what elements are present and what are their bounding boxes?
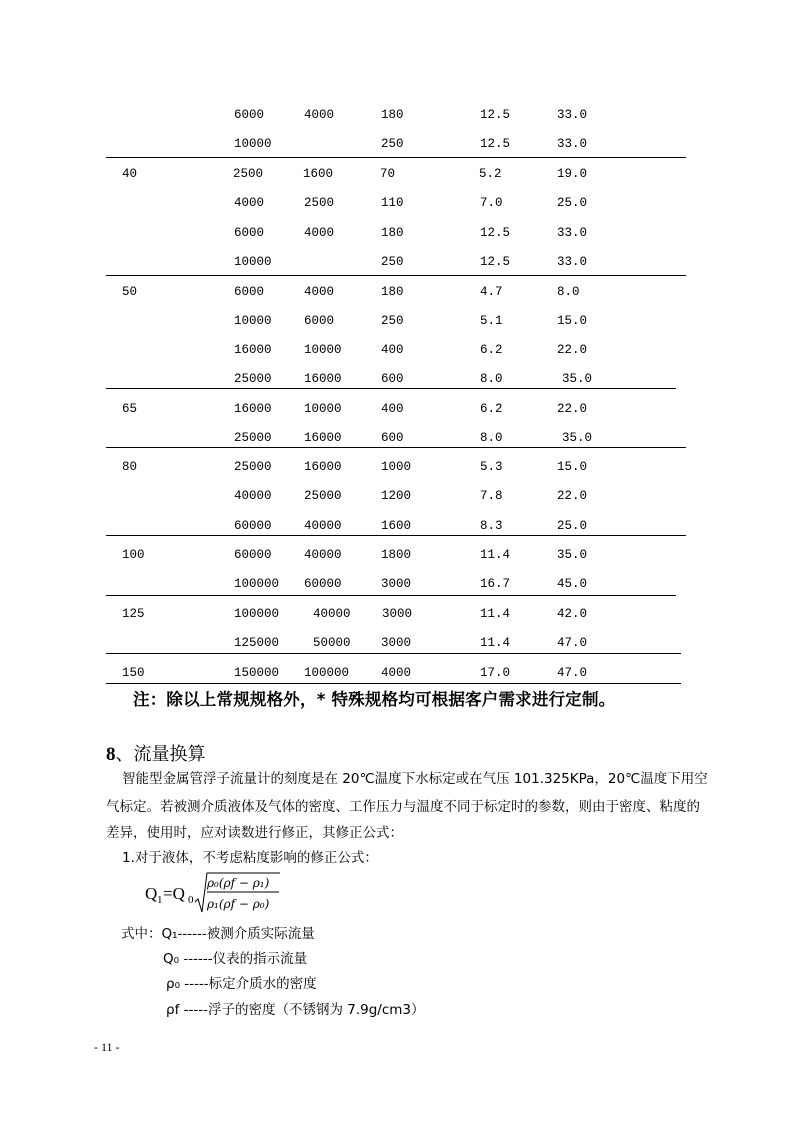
table-cell-size: 80: [122, 460, 138, 474]
table-cell-size: 125: [122, 607, 145, 621]
table-cell: 16000: [304, 372, 342, 386]
table-cell: 4000: [234, 196, 265, 210]
table-cell-size: 50: [122, 285, 138, 299]
table-cell: 10000: [304, 402, 342, 416]
table-rule: [106, 157, 686, 158]
definition-rhof: [166, 998, 425, 1018]
section-number: 8: [106, 744, 116, 765]
table-cell: 400: [381, 402, 404, 416]
table-cell: 600: [381, 431, 404, 445]
table-cell: 110: [381, 196, 404, 210]
table-cell: 180: [381, 285, 404, 299]
table-cell: 1200: [381, 489, 412, 503]
table-cell: 40000: [304, 548, 342, 562]
table-cell: 2500: [233, 167, 264, 181]
paragraph-line-2: 气标定。若被测介质液体及气体的密度、工作压力与温度不同于标定时的参数，则由于密度、粘度的: [106, 799, 700, 815]
table-cell: 1600: [381, 519, 412, 533]
table-cell: 60000: [304, 577, 342, 591]
definition-q1-text: ------被测介质实际流量: [177, 926, 315, 942]
table-rule: [106, 535, 686, 536]
paragraph-line-1: 智能型金属管浮子流量计的刻度是在 20℃温度下水标定或在气压 101.325KPa，20℃温度下用空: [122, 771, 708, 787]
formula-lhs: Q: [145, 884, 158, 903]
table-cell: 22.0: [557, 489, 588, 503]
table-cell: 47.0: [557, 666, 588, 680]
table-cell: 60000: [234, 519, 272, 533]
definition-q1-label: 式中：Q₁: [121, 926, 178, 942]
table-cell: 15.0: [557, 314, 588, 328]
table-cell: 100000: [304, 666, 350, 680]
definition-rho0-text: -----标定介质水的密度: [184, 976, 317, 992]
table-cell: 1000: [381, 460, 412, 474]
definition-q0-text: ------仪表的指示流量: [183, 951, 308, 967]
formula-rhs-sub: 0: [188, 894, 194, 906]
table-cell: 10000: [304, 343, 342, 357]
table-cell: 25000: [234, 431, 272, 445]
table-rule: [106, 595, 676, 596]
formula-lhs-sub: 1: [157, 894, 163, 906]
table-cell: 11.4: [480, 636, 511, 650]
table-cell: 4000: [304, 108, 335, 122]
table-rule: [106, 388, 676, 389]
table-cell: 4000: [381, 666, 412, 680]
table-cell: 6.2: [480, 343, 503, 357]
table-rule: [106, 447, 686, 448]
table-cell: 70: [380, 167, 396, 181]
table-cell: 25000: [304, 489, 342, 503]
note-text: 注：除以上常规规格外，* 特殊规格均可根据客户需求进行定制。: [133, 690, 616, 709]
definition-q1: [121, 922, 315, 942]
table-cell: 180: [381, 108, 404, 122]
table-cell: 10000: [234, 255, 272, 269]
table-cell: 16000: [304, 460, 342, 474]
table-cell: 25.0: [557, 519, 588, 533]
correction-formula: [145, 868, 295, 918]
table-cell: 1800: [381, 548, 412, 562]
table-cell: 600: [381, 372, 404, 386]
table-cell: 22.0: [557, 343, 588, 357]
table-cell: 6000: [234, 108, 265, 122]
table-cell: 16000: [234, 343, 272, 357]
table-cell: 33.0: [557, 226, 588, 240]
table-cell: 16000: [234, 402, 272, 416]
table-cell: 33.0: [557, 255, 588, 269]
table-cell: 11.4: [480, 607, 511, 621]
table-cell: 12.5: [480, 137, 511, 151]
formula-eq-q0: =Q: [163, 884, 185, 903]
table-cell: 40000: [313, 607, 351, 621]
table-cell: 12.5: [480, 226, 511, 240]
table-cell: 250: [381, 255, 404, 269]
table-rule: [106, 683, 681, 684]
table-cell: 1600: [303, 167, 334, 181]
table-cell: 10000: [234, 137, 272, 151]
formula-numerator: ρ₀(ρf − ρ₁): [207, 876, 270, 890]
definition-q0-label: Q₀: [163, 951, 180, 967]
table-cell: 2500: [304, 196, 335, 210]
definition-rhof-label: ρf: [166, 1002, 180, 1018]
table-cell: 4.7: [480, 285, 503, 299]
page-number: - 11 -: [94, 1040, 120, 1054]
table-cell: 8.0: [480, 431, 503, 445]
table-cell-size: 150: [122, 666, 145, 680]
table-cell: 150000: [234, 666, 280, 680]
table-cell: 25000: [234, 460, 272, 474]
paragraph-line-3: 差异，使用时，应对读数进行修正，其修正公式：: [106, 825, 403, 841]
definition-rhof-text: -----浮子的密度（不锈钢为 7.9g/cm3）: [183, 1002, 425, 1018]
table-cell: 5.2: [479, 167, 502, 181]
formula-denominator: ρ₁(ρf − ρ₀): [207, 897, 270, 911]
table-cell: 19.0: [557, 167, 588, 181]
table-cell: 7.8: [480, 489, 503, 503]
table-cell: 33.0: [557, 137, 588, 151]
definition-q0: [163, 947, 307, 967]
table-cell: 35.0: [557, 548, 588, 562]
table-cell: 180: [381, 226, 404, 240]
table-cell-size: 65: [122, 402, 138, 416]
table-cell: 47.0: [557, 636, 588, 650]
item-liquid-heading: 1.对于液体，不考虑粘度影响的修正公式：: [122, 850, 378, 866]
table-cell: 250: [381, 137, 404, 151]
table-cell: 33.0: [557, 108, 588, 122]
section-heading: [106, 740, 206, 766]
table-cell: 400: [381, 343, 404, 357]
table-cell: 6000: [234, 226, 265, 240]
table-cell: 10000: [234, 314, 272, 328]
table-cell: 250: [381, 314, 404, 328]
table-cell: 6000: [304, 314, 335, 328]
table-cell: 60000: [234, 548, 272, 562]
table-cell: 8.0: [480, 372, 503, 386]
table-cell: 3000: [382, 607, 413, 621]
definition-rho0-label: ρ₀: [166, 976, 180, 992]
table-cell: 16000: [304, 431, 342, 445]
table-cell: 100000: [234, 577, 280, 591]
table-cell: 3000: [381, 577, 412, 591]
table-cell: 12.5: [480, 108, 511, 122]
table-cell: 8.3: [480, 519, 503, 533]
table-cell: 22.0: [557, 402, 588, 416]
table-cell: 7.0: [480, 196, 503, 210]
table-cell: 40000: [304, 519, 342, 533]
table-cell: 25000: [234, 372, 272, 386]
table-cell: 17.0: [480, 666, 511, 680]
table-cell-size: 40: [122, 167, 138, 181]
table-cell: 6.2: [480, 402, 503, 416]
table-cell: 11.4: [480, 548, 511, 562]
table-rule: [106, 275, 686, 276]
table-cell: 35.0: [562, 372, 593, 386]
definition-rho0: [166, 972, 317, 992]
table-cell: 5.3: [480, 460, 503, 474]
table-cell: 6000: [234, 285, 265, 299]
section-title-text: 、流量换算: [115, 744, 206, 765]
table-cell: 50000: [313, 636, 351, 650]
table-cell: 12.5: [480, 255, 511, 269]
table-cell-size: 100: [122, 548, 145, 562]
table-cell: 15.0: [557, 460, 588, 474]
table-cell: 100000: [234, 607, 280, 621]
table-cell: 40000: [234, 489, 272, 503]
table-cell: 42.0: [557, 607, 588, 621]
table-cell: 45.0: [557, 577, 588, 591]
table-cell: 5.1: [480, 314, 503, 328]
table-cell: 4000: [304, 226, 335, 240]
table-cell: 35.0: [562, 431, 593, 445]
table-cell: 4000: [304, 285, 335, 299]
table-cell: 25.0: [557, 196, 588, 210]
table-cell: 3000: [381, 636, 412, 650]
table-cell: 125000: [234, 636, 280, 650]
table-cell: 16.7: [480, 577, 511, 591]
table-cell: 8.0: [557, 285, 580, 299]
table-rule: [106, 653, 681, 654]
